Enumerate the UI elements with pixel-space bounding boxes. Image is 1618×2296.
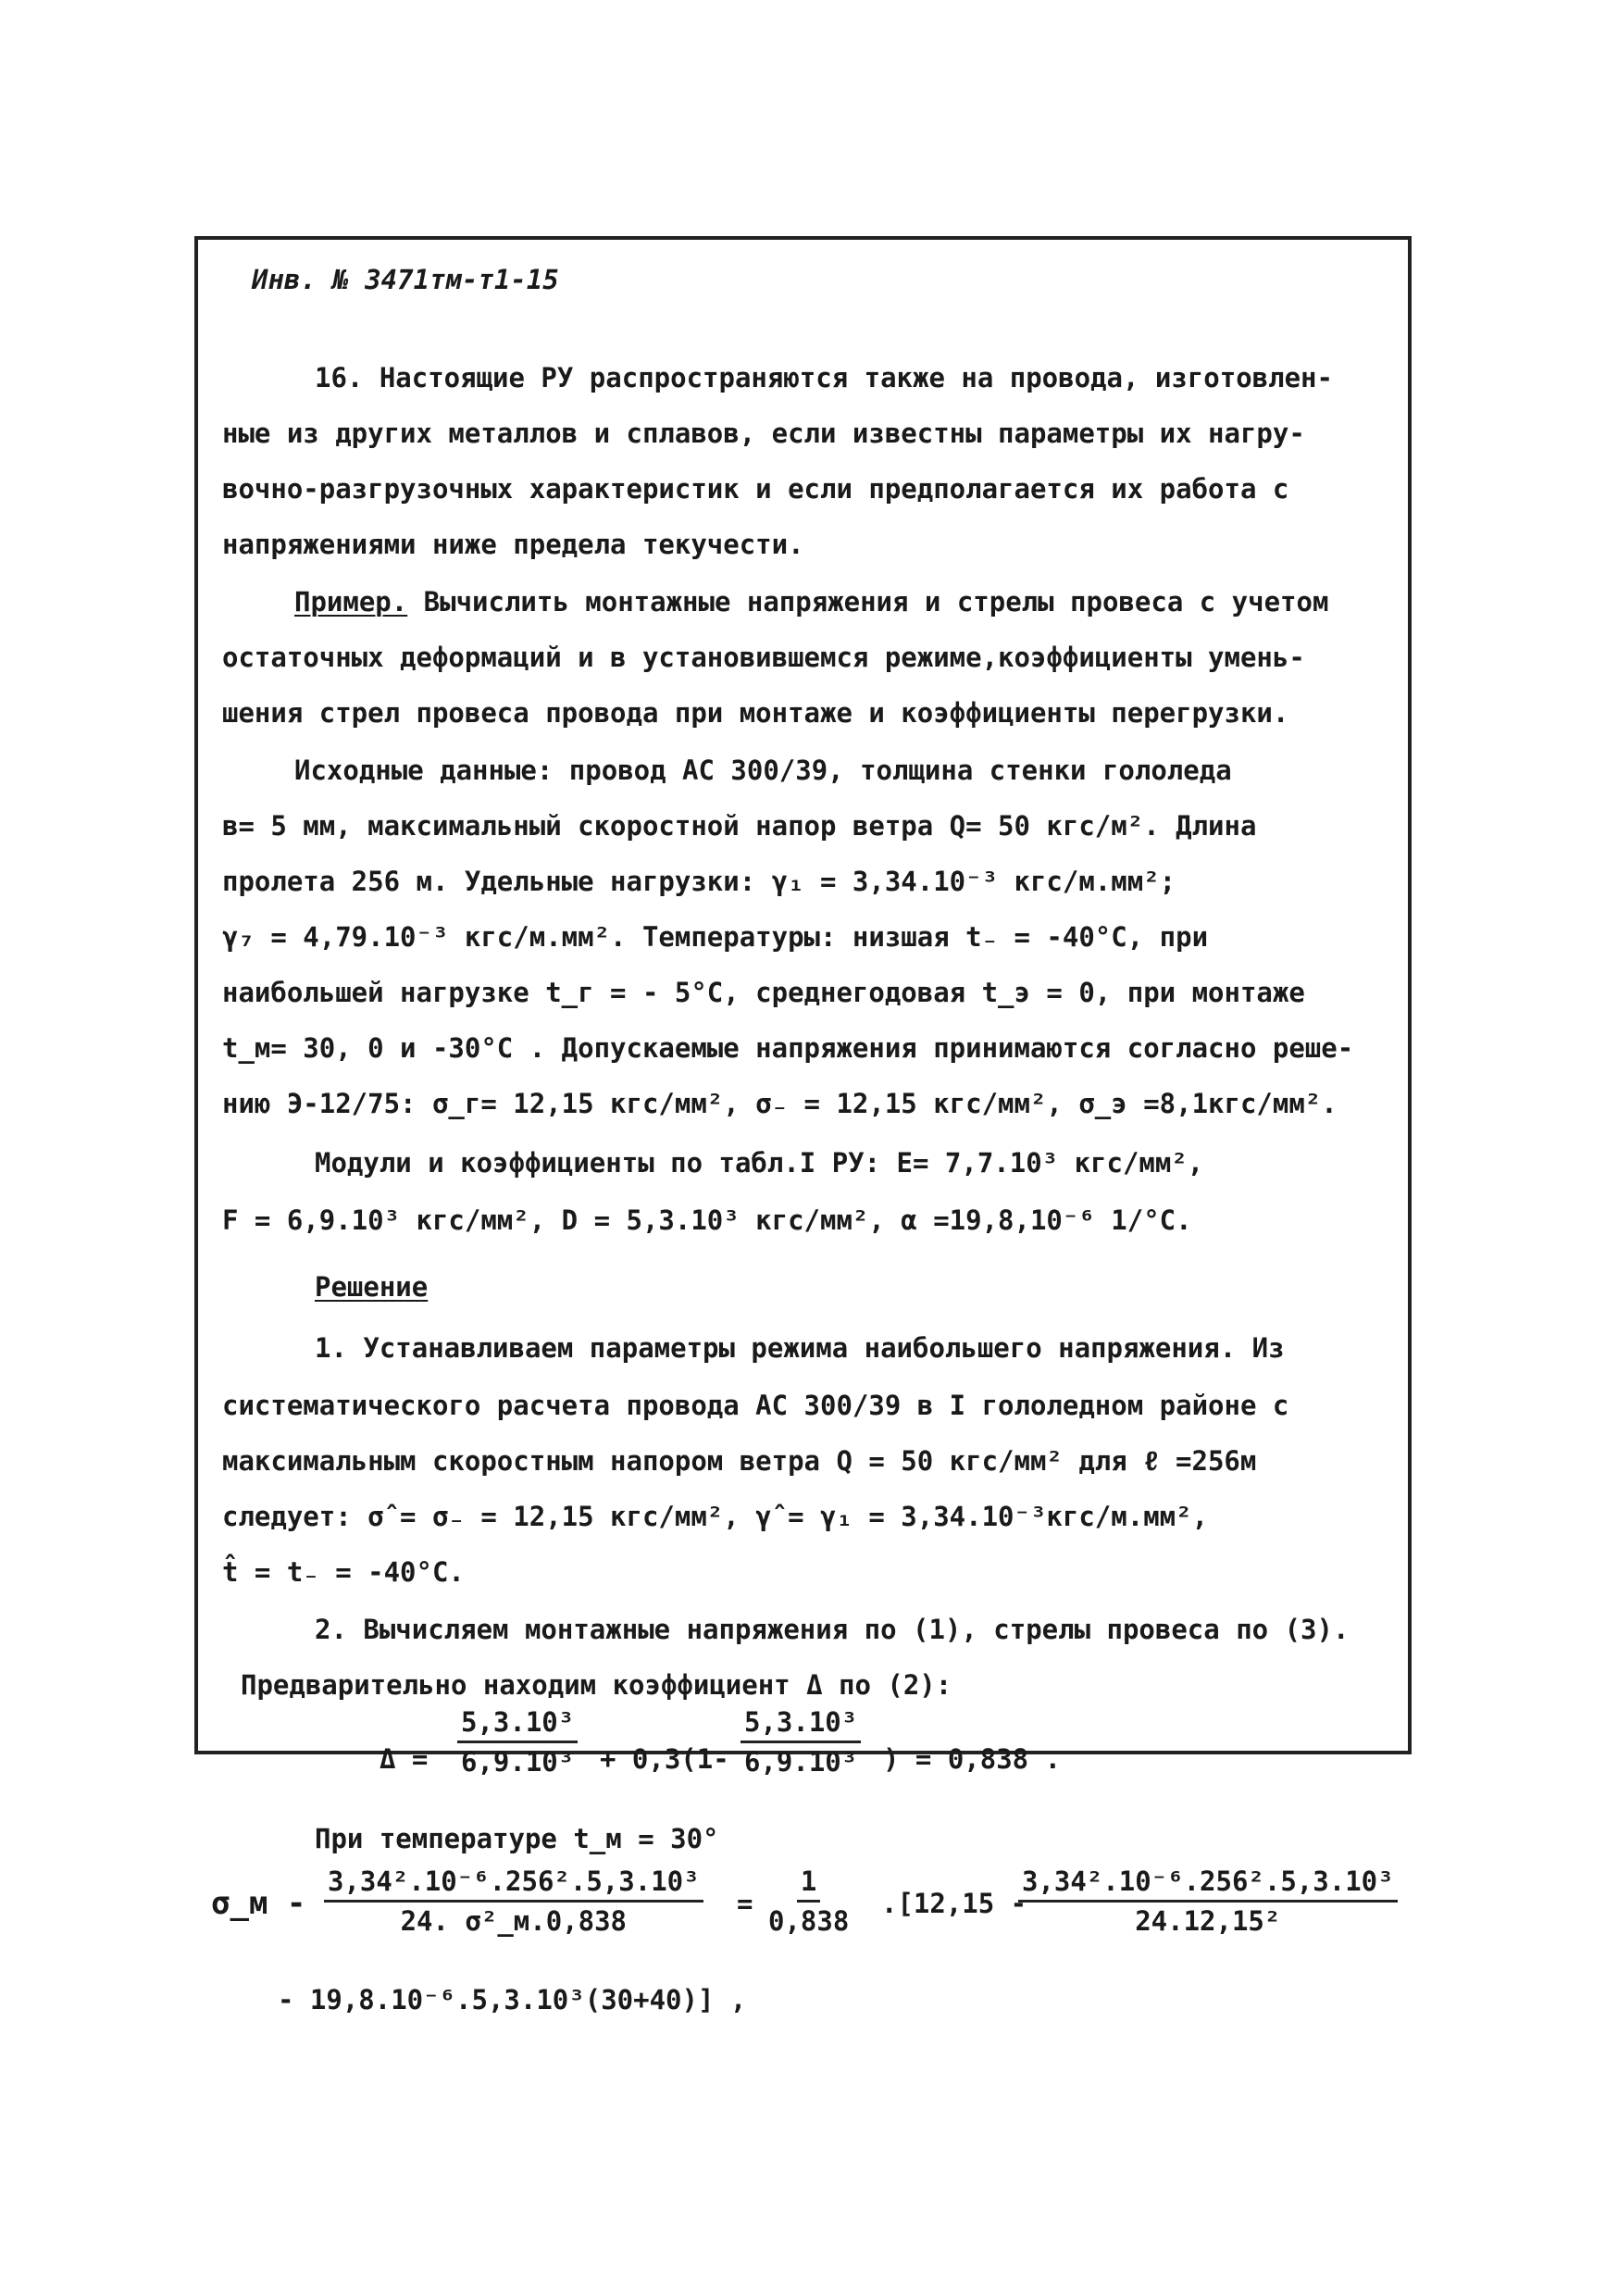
step2-line-1: 2. Вычисляем монтажные напряжения по (1), стрелы провеса по (3). bbox=[315, 1614, 1350, 1645]
given-line-4: γ₇ = 4,79.10⁻³ кгс/м.мм². Температуры: низшая t₋ = -40°С, при bbox=[222, 921, 1209, 953]
temperature-line: При температуре t_м = 30° bbox=[315, 1823, 719, 1854]
given-line-9: F = 6,9.10³ кгс/мм², D = 5,3.10³ кгс/мм², α =19,8,10⁻⁶ 1/°С. bbox=[222, 1204, 1192, 1236]
delta-fraction-2-denominator: 6,9.10³ bbox=[744, 1746, 858, 1778]
delta-fraction-1-denominator: 6,9.10³ bbox=[461, 1746, 575, 1778]
sigma-fraction-1-denominator: 24. σ²_м.0,838 bbox=[400, 1905, 627, 1937]
given-line-5: наибольшей нагрузке t_г = - 5°С, среднегодовая t_э = 0, при монтаже bbox=[222, 977, 1305, 1008]
delta-result: ) = 0,838 . bbox=[883, 1743, 1062, 1775]
sigma-fraction-2-denominator: 0,838 bbox=[768, 1905, 850, 1937]
given-line-8: Модули и коэффициенты по табл.I РУ: Е= 7,7.10³ кгс/мм², bbox=[315, 1147, 1204, 1179]
delta-fraction-2-numerator: 5,3.10³ bbox=[741, 1703, 861, 1743]
sigma-fraction-2-numerator: 1 bbox=[797, 1863, 820, 1903]
given-line-7: нию Э-12/75: σ_г= 12,15 кгс/мм², σ₋ = 12,15 кгс/мм², σ_э =8,1кгс/мм². bbox=[222, 1088, 1338, 1119]
step1-line-1: 1. Устанавливаем параметры режима наибольшего напряжения. Из bbox=[315, 1332, 1285, 1364]
step1-line-3: максимальным скоростным напором ветра Q = 50 кгс/мм² для ℓ =256м bbox=[222, 1445, 1257, 1477]
step1-line-2: систематического расчета провода АС 300/39 в I гололедном районе с bbox=[222, 1390, 1289, 1421]
delta-middle: + 0,3(1- bbox=[600, 1743, 729, 1775]
paragraph-16-line-4: напряжениями ниже предела текучести. bbox=[222, 529, 804, 560]
delta-fraction-2 bbox=[741, 1703, 861, 1780]
sigma-fraction-3 bbox=[1018, 1863, 1398, 1940]
sigma-equals: = bbox=[737, 1888, 753, 1919]
example-text-1: Вычислить монтажные напряжения и стрелы провеса с учетом bbox=[407, 586, 1329, 618]
sigma-fraction-1 bbox=[324, 1863, 703, 1940]
sigma-fraction-3-denominator: 24.12,15² bbox=[1135, 1905, 1281, 1937]
step1-line-4: следует: σ̂ = σ₋ = 12,15 кгс/мм², γ̂ = γ₁ = 3,34.10⁻³кгс/м.мм², bbox=[222, 1501, 1209, 1532]
given-line-3: пролета 256 м. Удельные нагрузки: γ₁ = 3,34.10⁻³ кгс/м.мм²; bbox=[222, 866, 1176, 897]
sigma-fraction-3-numerator: 3,34².10⁻⁶.256².5,3.10³ bbox=[1018, 1863, 1398, 1903]
delta-lhs: Δ = bbox=[380, 1743, 429, 1775]
step2-line-2: Предварительно находим коэффициент Δ по (2): bbox=[241, 1669, 952, 1701]
example-label: Пример. bbox=[294, 586, 408, 618]
given-line-2: в= 5 мм, максимальный скоростной напор ветра Q= 50 кгс/м². Длина bbox=[222, 810, 1257, 842]
paragraph-16-line-1: 16. Настоящие РУ распространяются также на провода, изготовлен- bbox=[315, 362, 1333, 393]
delta-fraction-1 bbox=[457, 1703, 578, 1780]
given-line-1: Исходные данные: провод АС 300/39, толщина стенки гололеда bbox=[294, 755, 1232, 786]
sigma-fraction-2 bbox=[765, 1863, 853, 1940]
sigma-bracket-open: .[12,15 - bbox=[881, 1888, 1027, 1919]
example-line-2: остаточных деформаций и в установившемся режиме,коэффициенты умень- bbox=[222, 642, 1305, 673]
sigma-lhs: σ_м - bbox=[211, 1885, 306, 1922]
inventory-number: Инв. № 3471тм-т1-15 bbox=[252, 264, 559, 295]
solution-title: Решение bbox=[315, 1271, 429, 1303]
delta-fraction-1-numerator: 5,3.10³ bbox=[457, 1703, 578, 1743]
sigma-last-line: - 19,8.10⁻⁶.5,3.10³(30+40)] , bbox=[278, 1984, 747, 2015]
paragraph-16-line-3: вочно-разгрузочных характеристик и если предполагается их работа с bbox=[222, 473, 1289, 505]
given-line-6: t_м= 30, 0 и -30°С . Допускаемые напряжения принимаются согласно реше- bbox=[222, 1032, 1354, 1064]
example-line-1 bbox=[294, 583, 1328, 620]
example-line-3: шения стрел провеса провода при монтаже и коэффициенты перегрузки. bbox=[222, 697, 1289, 729]
step1-line-5: t̂ = t₋ = -40°С. bbox=[222, 1556, 465, 1588]
paragraph-16-line-2: ные из других металлов и сплавов, если известны параметры их нагру- bbox=[222, 418, 1305, 449]
sigma-fraction-1-numerator: 3,34².10⁻⁶.256².5,3.10³ bbox=[324, 1863, 703, 1903]
